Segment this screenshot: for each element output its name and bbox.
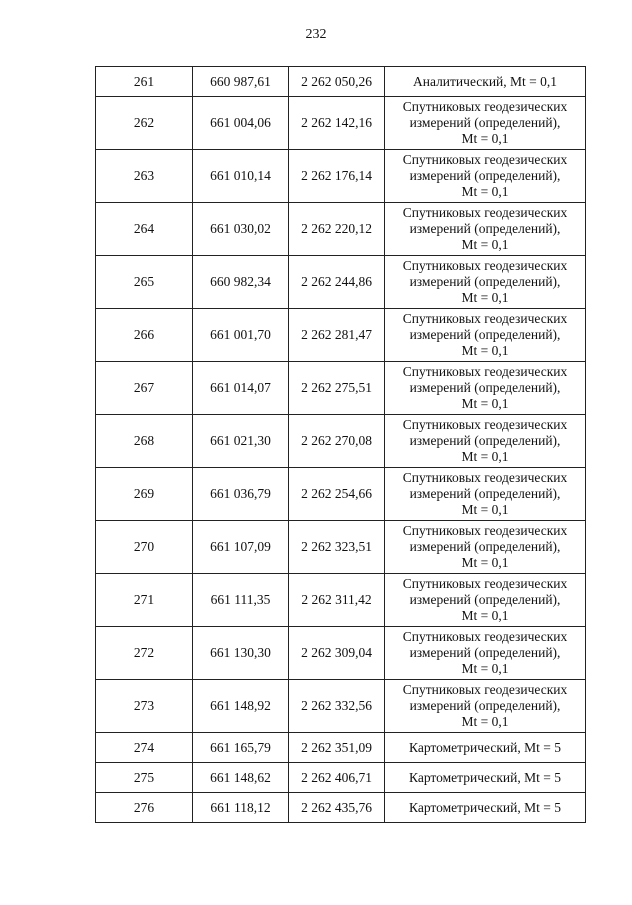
y-coordinate-cell: 2 262 270,08	[289, 415, 385, 468]
point-number-cell: 263	[96, 150, 193, 203]
y-coordinate-cell: 2 262 281,47	[289, 309, 385, 362]
point-number-cell: 276	[96, 793, 193, 823]
point-number-cell: 268	[96, 415, 193, 468]
table-row	[96, 733, 586, 763]
point-number-cell: 271	[96, 574, 193, 627]
method-cell: Спутниковых геодезических измерений (определений), Mt = 0,1	[385, 309, 586, 362]
table-row	[96, 97, 586, 150]
method-cell: Спутниковых геодезических измерений (определений), Mt = 0,1	[385, 362, 586, 415]
x-coordinate-cell: 660 982,34	[193, 256, 289, 309]
point-number-cell: 262	[96, 97, 193, 150]
point-number-cell: 270	[96, 521, 193, 574]
y-coordinate-cell: 2 262 309,04	[289, 627, 385, 680]
method-cell: Спутниковых геодезических измерений (определений), Mt = 0,1	[385, 627, 586, 680]
point-number-cell: 269	[96, 468, 193, 521]
table-row	[96, 362, 586, 415]
method-cell: Спутниковых геодезических измерений (определений), Mt = 0,1	[385, 203, 586, 256]
method-cell: Спутниковых геодезических измерений (определений), Mt = 0,1	[385, 468, 586, 521]
y-coordinate-cell: 2 262 254,66	[289, 468, 385, 521]
page-number: 232	[305, 27, 327, 42]
point-number-cell: 267	[96, 362, 193, 415]
table-row	[96, 574, 586, 627]
y-coordinate-cell: 2 262 406,71	[289, 763, 385, 793]
table-row	[96, 680, 586, 733]
table-row	[96, 468, 586, 521]
point-number-cell: 272	[96, 627, 193, 680]
y-coordinate-cell: 2 262 435,76	[289, 793, 385, 823]
y-coordinate-cell: 2 262 220,12	[289, 203, 385, 256]
table-row	[96, 415, 586, 468]
x-coordinate-cell: 661 001,70	[193, 309, 289, 362]
y-coordinate-cell: 2 262 332,56	[289, 680, 385, 733]
method-cell: Спутниковых геодезических измерений (определений), Mt = 0,1	[385, 97, 586, 150]
method-cell: Картометрический, Mt = 5	[385, 793, 586, 823]
method-cell: Спутниковых геодезических измерений (определений), Mt = 0,1	[385, 415, 586, 468]
x-coordinate-cell: 661 030,02	[193, 203, 289, 256]
table-row	[96, 256, 586, 309]
table-row	[96, 203, 586, 256]
coordinates-table-body	[96, 67, 586, 823]
x-coordinate-cell: 661 010,14	[193, 150, 289, 203]
method-cell: Спутниковых геодезических измерений (определений), Mt = 0,1	[385, 256, 586, 309]
method-cell: Спутниковых геодезических измерений (определений), Mt = 0,1	[385, 150, 586, 203]
table-row	[96, 763, 586, 793]
table-row	[96, 627, 586, 680]
x-coordinate-cell: 660 987,61	[193, 67, 289, 97]
method-cell: Картометрический, Mt = 5	[385, 733, 586, 763]
table-row	[96, 67, 586, 97]
point-number-cell: 266	[96, 309, 193, 362]
table-row	[96, 309, 586, 362]
y-coordinate-cell: 2 262 323,51	[289, 521, 385, 574]
method-cell: Спутниковых геодезических измерений (определений), Mt = 0,1	[385, 680, 586, 733]
y-coordinate-cell: 2 262 351,09	[289, 733, 385, 763]
point-number-cell: 265	[96, 256, 193, 309]
x-coordinate-cell: 661 130,30	[193, 627, 289, 680]
point-number-cell: 261	[96, 67, 193, 97]
x-coordinate-cell: 661 148,92	[193, 680, 289, 733]
method-cell: Картометрический, Mt = 5	[385, 763, 586, 793]
coordinates-table	[95, 66, 586, 823]
point-number-cell: 273	[96, 680, 193, 733]
x-coordinate-cell: 661 107,09	[193, 521, 289, 574]
x-coordinate-cell: 661 111,35	[193, 574, 289, 627]
y-coordinate-cell: 2 262 311,42	[289, 574, 385, 627]
y-coordinate-cell: 2 262 050,26	[289, 67, 385, 97]
method-cell: Спутниковых геодезических измерений (определений), Mt = 0,1	[385, 521, 586, 574]
x-coordinate-cell: 661 148,62	[193, 763, 289, 793]
y-coordinate-cell: 2 262 176,14	[289, 150, 385, 203]
table-row	[96, 521, 586, 574]
point-number-cell: 275	[96, 763, 193, 793]
y-coordinate-cell: 2 262 275,51	[289, 362, 385, 415]
method-cell: Аналитический, Mt = 0,1	[385, 67, 586, 97]
y-coordinate-cell: 2 262 244,86	[289, 256, 385, 309]
point-number-cell: 274	[96, 733, 193, 763]
method-cell: Спутниковых геодезических измерений (определений), Mt = 0,1	[385, 574, 586, 627]
x-coordinate-cell: 661 036,79	[193, 468, 289, 521]
x-coordinate-cell: 661 118,12	[193, 793, 289, 823]
table-row	[96, 793, 586, 823]
x-coordinate-cell: 661 021,30	[193, 415, 289, 468]
x-coordinate-cell: 661 165,79	[193, 733, 289, 763]
point-number-cell: 264	[96, 203, 193, 256]
x-coordinate-cell: 661 014,07	[193, 362, 289, 415]
x-coordinate-cell: 661 004,06	[193, 97, 289, 150]
y-coordinate-cell: 2 262 142,16	[289, 97, 385, 150]
table-row	[96, 150, 586, 203]
